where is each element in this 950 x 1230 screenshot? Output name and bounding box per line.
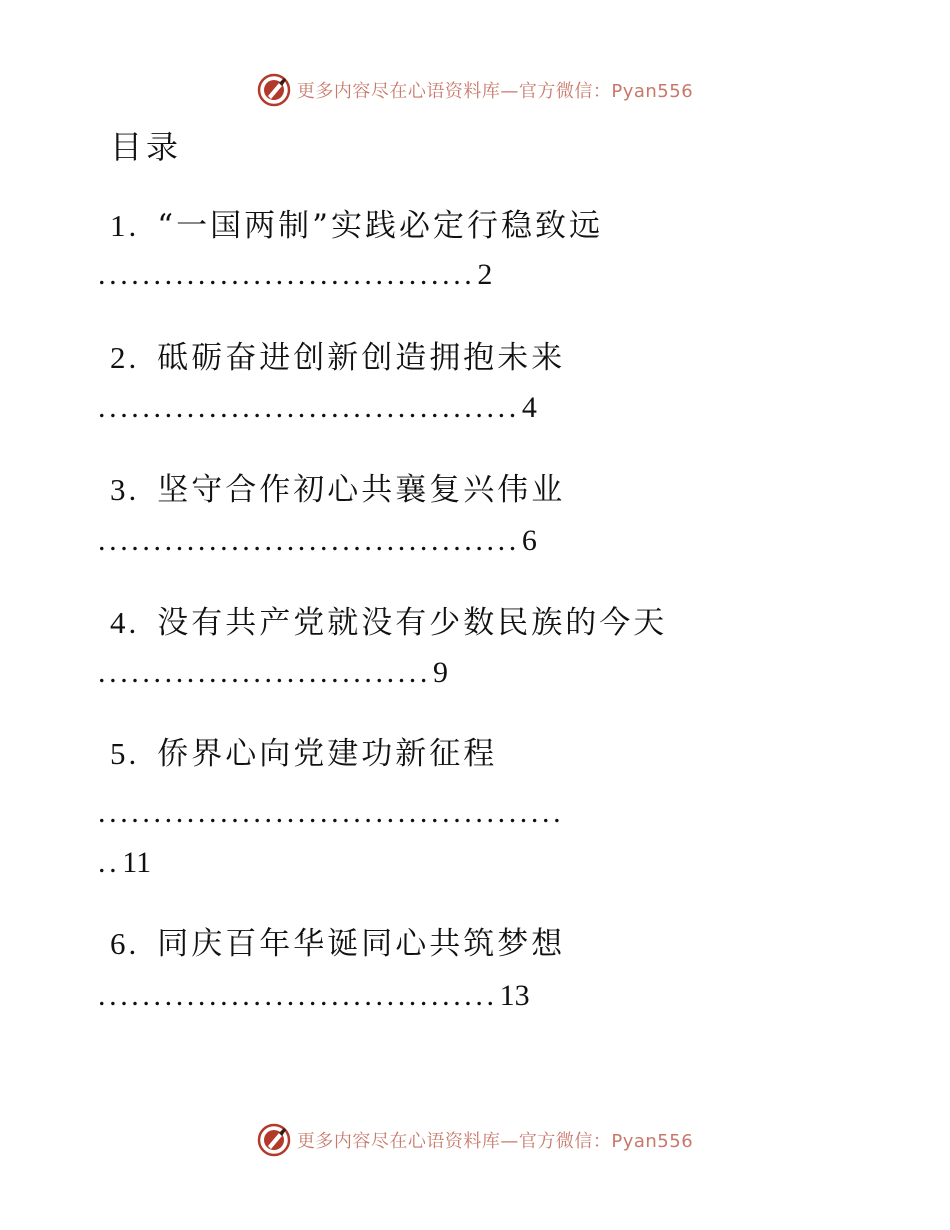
toc-title: 目录	[110, 128, 183, 166]
watermark-banner-bottom	[0, 1120, 950, 1160]
toc-dot-leader	[98, 798, 564, 828]
toc-entry-title: “一国两制”实践必定行稳致远	[157, 208, 603, 244]
toc-dot-leader	[98, 260, 492, 290]
toc-entry-title: 没有共产党就没有少数民族的今天	[157, 605, 668, 641]
watermark-text: 更多内容尽在心语资料库—官方微信：Pyan556	[296, 81, 694, 102]
toc-entry-number: 5.	[110, 736, 140, 771]
toc-entry-title: 侨界心向党建功新征程	[157, 736, 498, 772]
toc-dot-leader	[98, 393, 537, 423]
toc-entry-title-line	[110, 464, 565, 509]
toc-page-number: 4	[521, 391, 537, 424]
watermark-banner-top	[0, 70, 950, 110]
toc-entry-number: 4.	[110, 605, 140, 640]
toc-entry-number: 1.	[110, 208, 140, 243]
toc-leader-dots: ....................................	[98, 979, 498, 1012]
toc-entry-title: 坚守合作初心共襄复兴伟业	[157, 472, 566, 508]
toc-entry-title-line	[110, 200, 603, 245]
toc-entry-title-line	[110, 597, 667, 642]
toc-dot-leader-continued	[98, 848, 151, 878]
toc-entry-title-line	[110, 728, 497, 773]
toc-entry-title: 砥砺奋进创新创造拥抱未来	[157, 340, 566, 376]
pen-logo-icon	[257, 73, 291, 107]
toc-leader-dots: ..	[98, 846, 121, 879]
toc-entry-number: 3.	[110, 472, 140, 507]
toc-entry-title-line	[110, 918, 565, 963]
toc-leader-dots: ......................................	[98, 391, 520, 424]
toc-dot-leader	[98, 526, 537, 556]
toc-dot-leader	[98, 981, 530, 1011]
toc-leader-dots: ..........................................	[98, 796, 565, 829]
toc-page-number: 2	[477, 258, 493, 291]
toc-page-number: 11	[122, 846, 152, 879]
toc-page-number: 9	[433, 656, 448, 689]
toc-entry-number: 2.	[110, 340, 140, 375]
toc-page-number: 6	[521, 524, 537, 557]
toc-leader-dots: ..................................	[98, 258, 476, 291]
toc-entry-title: 同庆百年华诞同心共筑梦想	[157, 926, 566, 962]
toc-leader-dots: ..............................	[98, 656, 431, 689]
pen-logo-icon	[257, 1123, 291, 1157]
toc-leader-dots: ......................................	[98, 524, 520, 557]
toc-entry-number: 6.	[110, 926, 140, 961]
toc-entry-title-line	[110, 332, 565, 377]
toc-dot-leader	[98, 658, 448, 688]
watermark-text: 更多内容尽在心语资料库—官方微信：Pyan556	[296, 1131, 694, 1152]
toc-page-number: 13	[499, 979, 530, 1012]
